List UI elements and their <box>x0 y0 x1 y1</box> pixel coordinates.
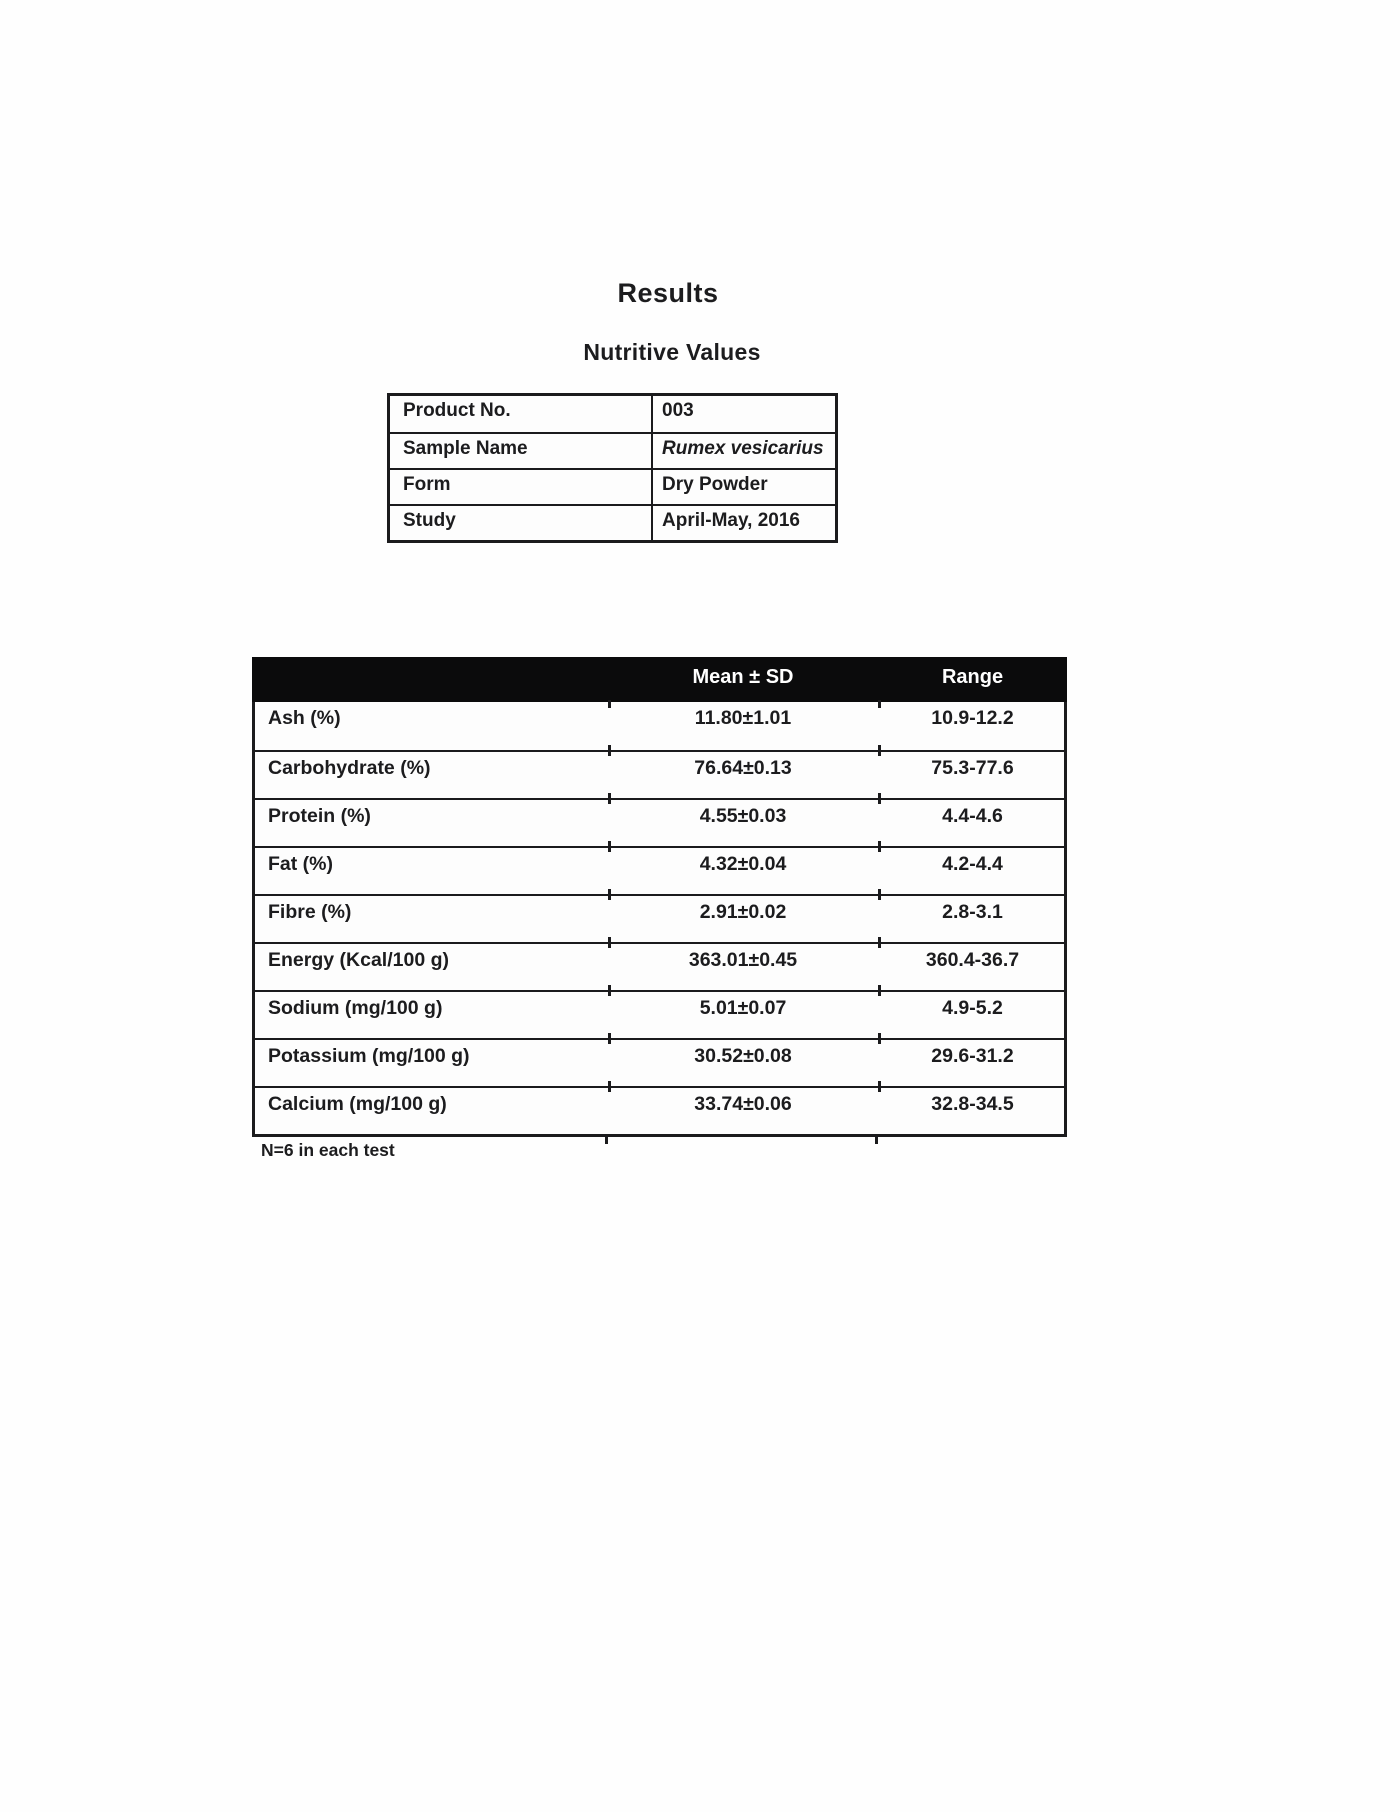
column-divider-tick <box>878 1033 881 1044</box>
column-divider-tick <box>878 937 881 948</box>
row-mean-value: 4.32±0.04 <box>699 853 787 875</box>
column-divider-tick <box>608 745 611 756</box>
row-mean-value: 11.80±1.01 <box>694 707 792 729</box>
row-mean-value: 2.91±0.02 <box>699 901 787 923</box>
table-row <box>255 846 1064 894</box>
row-label: Sodium (mg/100 g) <box>268 997 443 1019</box>
page-subtitle: Nutritive Values <box>583 339 761 365</box>
row-label: Energy (Kcal/100 g) <box>268 949 449 971</box>
column-divider-tick <box>605 1135 608 1144</box>
column-divider-tick <box>878 841 881 852</box>
column-divider-tick <box>608 1081 611 1092</box>
column-divider-tick <box>878 745 881 756</box>
row-range-value: 32.8-34.5 <box>931 1093 1014 1115</box>
row-label: Potassium (mg/100 g) <box>268 1045 470 1067</box>
column-header-range: Range <box>941 666 1004 688</box>
column-divider-tick <box>608 985 611 996</box>
info-label-form: Form <box>390 470 653 504</box>
row-range-value: 2.8-3.1 <box>942 901 1003 923</box>
column-divider-tick <box>878 889 881 900</box>
row-mean-value: 76.64±0.13 <box>694 757 792 779</box>
column-divider-tick <box>875 1135 878 1144</box>
row-range-value: 4.4-4.6 <box>942 805 1003 827</box>
column-divider-tick <box>608 889 611 900</box>
column-divider-tick <box>608 841 611 852</box>
row-mean-value: 4.55±0.03 <box>699 805 787 827</box>
column-divider-tick <box>608 793 611 804</box>
row-label: Protein (%) <box>268 805 371 827</box>
info-label-study: Study <box>390 506 653 540</box>
row-range-value: 29.6-31.2 <box>931 1045 1014 1067</box>
table-footnote: N=6 in each test <box>261 1140 395 1160</box>
table-row <box>255 990 1064 1038</box>
row-range-value: 10.9-12.2 <box>931 707 1014 729</box>
column-header-mean-sd: Mean ± SD <box>692 666 794 688</box>
column-divider-tick <box>878 793 881 804</box>
row-label: Ash (%) <box>268 707 341 729</box>
row-mean-value: 33.74±0.06 <box>694 1093 792 1115</box>
nutritive-values-table <box>252 657 1067 1137</box>
row-range-value: 75.3-77.6 <box>931 757 1014 779</box>
info-label-sample-name: Sample Name <box>390 434 653 468</box>
table-body <box>252 702 1067 1137</box>
row-range-value: 360.4-36.7 <box>925 949 1020 971</box>
table-row <box>390 468 835 504</box>
row-label: Carbohydrate (%) <box>268 757 431 779</box>
info-label-product-no: Product No. <box>390 396 653 432</box>
table-row <box>255 942 1064 990</box>
table-row <box>255 798 1064 846</box>
row-label: Fibre (%) <box>268 901 352 923</box>
table-row <box>255 894 1064 942</box>
info-value-product-no: 003 <box>662 400 694 421</box>
info-value-sample-name: Rumex vesicarius <box>662 438 824 459</box>
column-divider-tick <box>878 1081 881 1092</box>
column-divider-tick <box>878 985 881 996</box>
column-divider-tick <box>608 937 611 948</box>
row-range-value: 4.9-5.2 <box>942 997 1003 1019</box>
row-mean-value: 363.01±0.45 <box>688 949 798 971</box>
column-divider-tick <box>608 1033 611 1044</box>
row-label: Fat (%) <box>268 853 333 875</box>
sample-info-table <box>387 393 838 543</box>
row-mean-value: 5.01±0.07 <box>699 997 787 1019</box>
table-row <box>390 504 835 540</box>
table-row <box>255 1038 1064 1086</box>
table-row <box>255 702 1064 750</box>
row-range-value: 4.2-4.4 <box>942 853 1003 875</box>
table-row <box>255 1086 1064 1134</box>
table-row <box>255 750 1064 798</box>
page-title: Results <box>617 278 719 308</box>
row-mean-value: 30.52±0.08 <box>694 1045 792 1067</box>
table-row <box>390 432 835 468</box>
table-header <box>252 657 1067 702</box>
info-value-form: Dry Powder <box>662 474 768 495</box>
table-row <box>390 396 835 432</box>
info-value-study: April-May, 2016 <box>662 510 800 531</box>
row-label: Calcium (mg/100 g) <box>268 1093 447 1115</box>
